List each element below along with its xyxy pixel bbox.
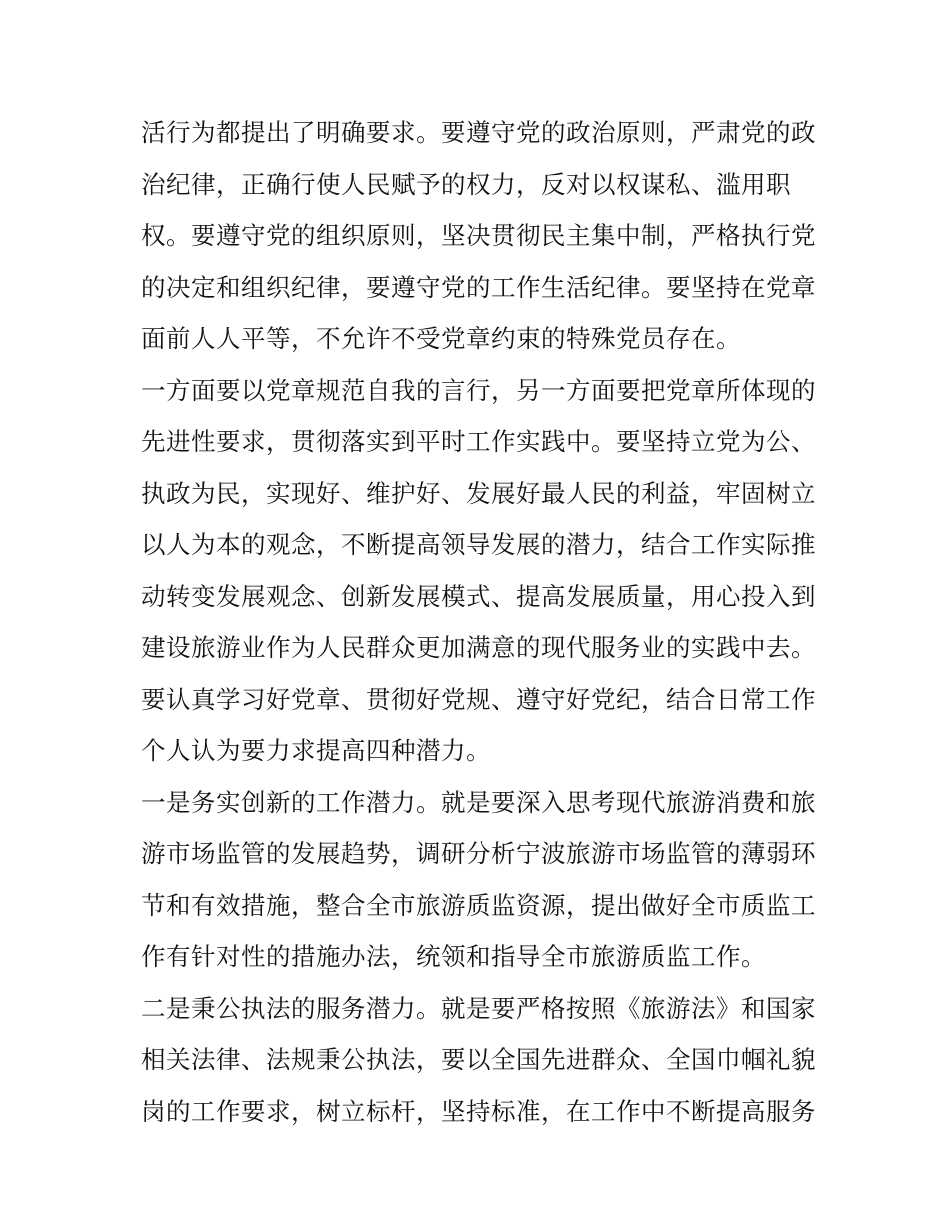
text-line: 一是务实创新的工作潜力。就是要深入思考现代旅游消费和旅	[141, 787, 816, 817]
text-line: 的决定和组织纪律，要遵守党的工作生活纪律。要坚持在党章	[141, 272, 816, 302]
text-line: 二是秉公执法的服务潜力。就是要严格按照《旅游法》和国家	[141, 993, 816, 1023]
text-line: 执政为民，实现好、维护好、发展好最人民的利益，牢固树立	[141, 478, 816, 508]
text-line: 面前人人平等，不允许不受党章约束的特殊党员存在。	[141, 324, 741, 353]
text-line: 相关法律、法规秉公执法，要以全国先进群众、全国巾帼礼貌	[141, 1045, 816, 1074]
text-line: 个人认为要力求提高四种潜力。	[141, 736, 491, 765]
text-line: 一方面要以党章规范自我的言行，另一方面要把党章所体现的	[141, 375, 816, 405]
text-line: 游市场监管的发展趋势，调研分析宁波旅游市场监管的薄弱环	[141, 839, 816, 868]
text-line: 治纪律，正确行使人民赋予的权力，反对以权谋私、滥用职	[141, 169, 791, 199]
document-body	[141, 107, 821, 1137]
text-line: 作有针对性的措施办法，统领和指导全市旅游质监工作。	[141, 942, 766, 971]
text-line: 要认真学习好党章、贯彻好党规、遵守好党纪，结合日常工作	[141, 684, 816, 714]
text-line: 建设旅游业作为人民群众更加满意的现代服务业的实践中去。	[141, 633, 816, 662]
text-line: 先进性要求，贯彻落实到平时工作实践中。要坚持立党为公、	[141, 427, 816, 456]
text-line: 动转变发展观念、创新发展模式、提高发展质量，用心投入到	[141, 581, 816, 611]
text-line: 岗的工作要求，树立标杆，坚持标准，在工作中不断提高服务	[141, 1096, 816, 1126]
text-line: 活行为都提出了明确要求。要遵守党的政治原则，严肃党的政	[141, 118, 816, 147]
text-line: 权。要遵守党的组织原则，坚决贯彻民主集中制，严格执行党	[141, 221, 816, 250]
text-line: 以人为本的观念，不断提高领导发展的潜力，结合工作实际推	[141, 530, 816, 559]
text-line: 节和有效措施，整合全市旅游质监资源，提出做好全市质监工	[141, 890, 816, 920]
